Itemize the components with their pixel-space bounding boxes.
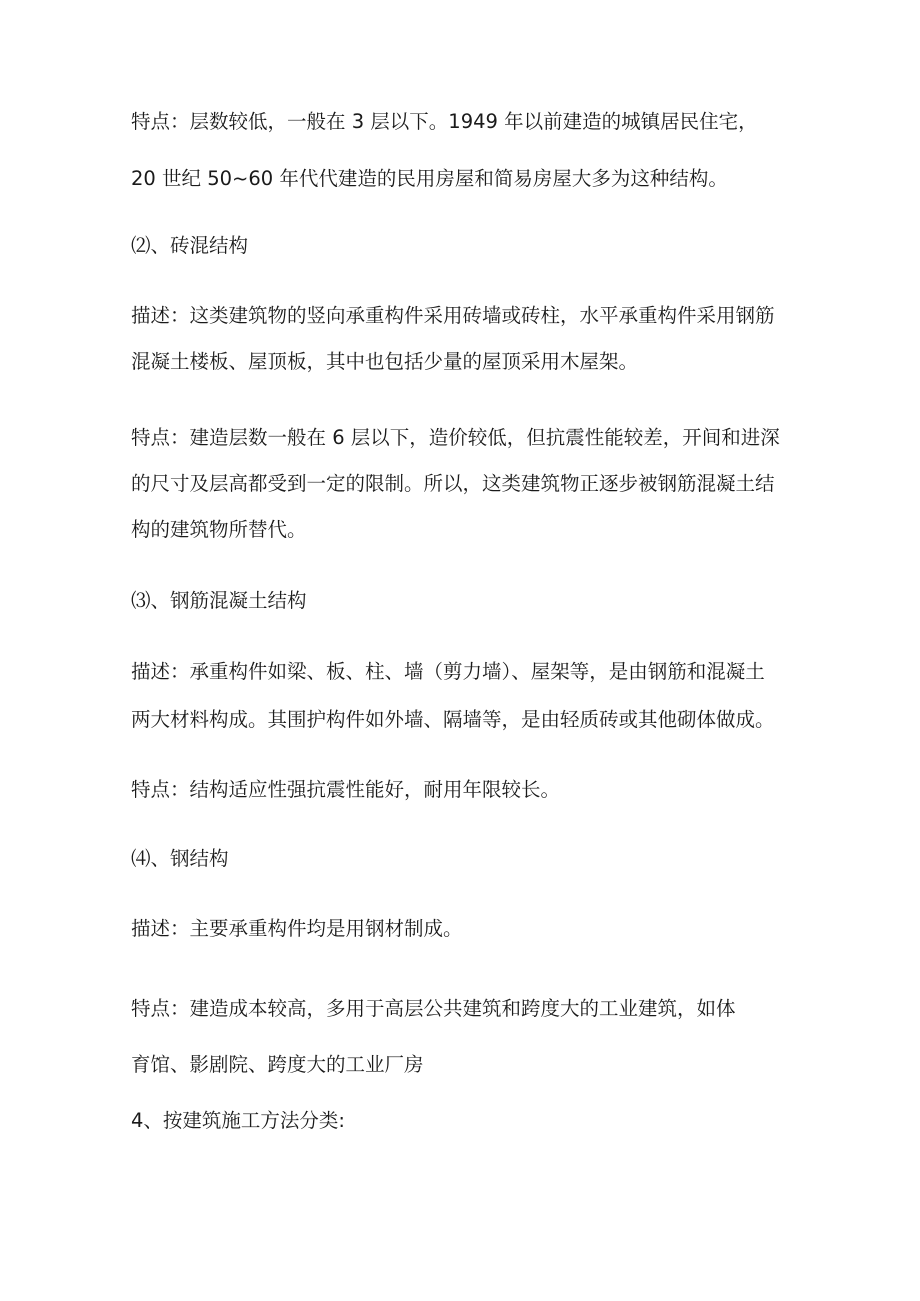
section-heading: 4、按建筑施工方法分类: — [131, 1109, 345, 1132]
section-heading: ⑶、钢筋混凝土结构 — [131, 589, 307, 612]
text-line: 描述：这类建筑物的竖向承重构件采用砖墙或砖柱，水平承重构件采用钢筋 — [131, 304, 775, 327]
text-line: 描述：主要承重构件均是用钢材制成。 — [131, 917, 463, 940]
text-line: 的尺寸及层高都受到一定的限制。所以，这类建筑物正逐步被钢筋混凝土结 — [131, 472, 775, 495]
section-heading: ⑷、钢结构 — [131, 847, 229, 870]
text-line: 特点：层数较低，一般在 3 层以下。1949 年以前建造的城镇居民住宅， — [131, 110, 758, 133]
text-line: 特点：建造层数一般在 6 层以下，造价较低，但抗震性能较差，开间和进深 — [131, 426, 780, 449]
text-line: 育馆、影剧院、跨度大的工业厂房 — [131, 1053, 424, 1076]
text-line: 描述：承重构件如梁、板、柱、墙（剪力墙）、屋架等，是由钢筋和混凝土 — [131, 660, 765, 683]
text-line: 20 世纪 50~60 年代代建造的民用房屋和简易房屋大多为这种结构。 — [131, 167, 728, 190]
section-heading: ⑵、砖混结构 — [131, 234, 249, 257]
text-line: 两大材料构成。其围护构件如外墙、隔墙等，是由轻质砖或其他砌体做成。 — [131, 708, 775, 731]
text-line: 构的建筑物所替代。 — [131, 518, 307, 541]
text-line: 特点：建造成本较高，多用于高层公共建筑和跨度大的工业建筑，如体 — [131, 997, 736, 1020]
text-line: 特点：结构适应性强抗震性能好，耐用年限较长。 — [131, 778, 561, 801]
text-line: 混凝土楼板、屋顶板，其中也包括少量的屋顶采用木屋架。 — [131, 350, 639, 373]
